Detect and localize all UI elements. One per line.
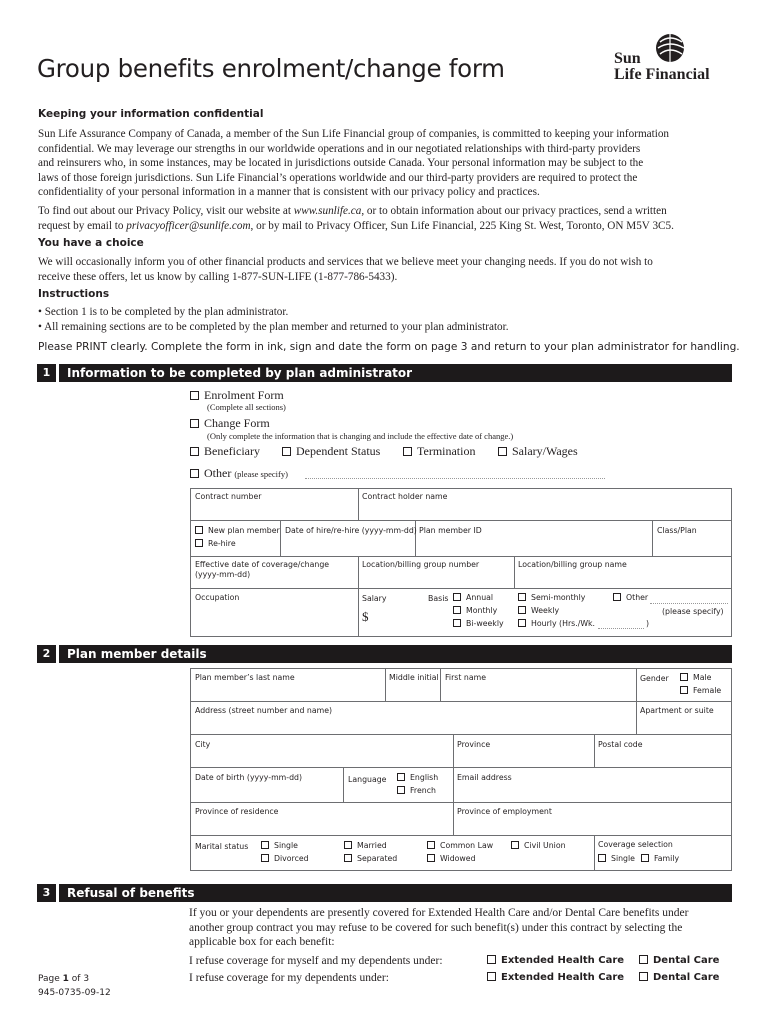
privacy-text: To find out about our Privacy Policy, visit our website at xyxy=(38,205,294,217)
french-label: French xyxy=(410,786,436,795)
other-note: (please specify) xyxy=(234,469,288,479)
salary-dollar-sign: $ xyxy=(362,609,369,624)
coverage-single-label: Single xyxy=(611,854,635,863)
location-billing-number-label: Location/billing group number xyxy=(362,560,480,569)
enrolment-form-checkbox[interactable] xyxy=(190,391,199,400)
confidential-line: laws of those foreign jurisdictions. Sun Life Financial’s operations worldwide and our third-party providers are required to protect the xyxy=(38,171,638,184)
form-number: 945-0735-09-12 xyxy=(38,988,111,998)
coverage-single-checkbox[interactable] xyxy=(598,854,606,862)
female-label: Female xyxy=(693,686,722,695)
form-title: Group benefits enrolment/change form xyxy=(37,54,505,83)
print-note: Please PRINT clearly. Complete the form in ink, sign and date the form on page 3 and return to your plan administrator for handling. xyxy=(38,341,740,353)
hourly-checkbox[interactable] xyxy=(518,619,526,627)
dob-label: Date of birth (yyyy-mm-dd) xyxy=(195,773,303,782)
female-checkbox[interactable] xyxy=(680,686,688,694)
refuse-dependents-ehc-label: Extended Health Care xyxy=(501,972,625,983)
civil-union-checkbox[interactable] xyxy=(511,841,519,849)
current-page: 1 xyxy=(62,974,69,984)
salary-label: Salary xyxy=(362,594,387,603)
date-of-hire-label: Date of hire/re-hire (yyyy-mm-dd) xyxy=(285,526,417,535)
location-billing-name-label: Location/billing group name xyxy=(518,560,627,569)
confidential-line: confidentiality of your personal information in a manner that is consistent with our privacy policy and practices. xyxy=(38,186,540,198)
other-basis-label: Other xyxy=(626,593,649,602)
refusal-paragraph xyxy=(189,906,688,950)
instructions-heading: Instructions xyxy=(38,288,110,300)
contract-holder-name-label: Contract holder name xyxy=(362,492,448,501)
logo-text-life-financial: Life Financial xyxy=(614,66,710,83)
instruction-item: • Section 1 is to be completed by the plan administrator. xyxy=(38,306,289,318)
common-law-label: Common Law xyxy=(440,841,494,850)
gender-label: Gender xyxy=(640,674,669,683)
instruction-item: • All remaining sections are to be completed by the plan member and returned to your plan administrator. xyxy=(38,320,509,333)
biweekly-label: Bi-weekly xyxy=(466,619,504,628)
rehire-checkbox[interactable] xyxy=(195,539,203,547)
coverage-family-checkbox[interactable] xyxy=(641,854,649,862)
basis-label: Basis xyxy=(428,594,449,603)
confidential-paragraph xyxy=(38,127,669,200)
marital-status-label: Marital status xyxy=(195,842,249,851)
annual-checkbox[interactable] xyxy=(453,593,461,601)
change-form-checkbox[interactable] xyxy=(190,419,199,428)
separated-label: Separated xyxy=(357,854,398,863)
refuse-self-dental-label: Dental Care xyxy=(653,955,720,966)
hours-per-week-line[interactable] xyxy=(598,628,644,629)
section-3-header xyxy=(37,884,732,902)
salary-wages-checkbox[interactable] xyxy=(498,447,507,456)
email-link[interactable]: privacyofficer@sunlife.com xyxy=(126,219,251,232)
salary-wages-label: Salary/Wages xyxy=(512,444,578,458)
single-checkbox[interactable] xyxy=(261,841,269,849)
married-label: Married xyxy=(357,841,387,850)
english-checkbox[interactable] xyxy=(397,773,405,781)
biweekly-checkbox[interactable] xyxy=(453,619,461,627)
termination-label: Termination xyxy=(417,444,476,458)
effective-date-label: Effective date of coverage/change xyxy=(195,560,330,569)
contract-number-label: Contract number xyxy=(195,492,262,501)
change-form-label: Change Form xyxy=(204,416,270,430)
widowed-label: Widowed xyxy=(440,854,476,863)
website-link[interactable]: www.sunlife.ca xyxy=(293,205,362,217)
first-name-label: First name xyxy=(445,673,486,682)
privacy-text: , or to obtain information about our privacy practices, send a written xyxy=(361,205,667,217)
occupation-label: Occupation xyxy=(195,593,240,602)
city-label: City xyxy=(195,740,211,749)
new-plan-member-checkbox[interactable] xyxy=(195,526,203,534)
confidential-line: and reinsurers who, in some instances, may be located in jurisdictions outside Canada. Your personal information may be subject to the xyxy=(38,157,644,169)
province-label: Province xyxy=(457,740,491,749)
last-name-label: Plan member’s last name xyxy=(195,673,295,682)
dependent-status-checkbox[interactable] xyxy=(282,447,291,456)
refuse-dependents-dental-label: Dental Care xyxy=(653,972,720,983)
annual-label: Annual xyxy=(466,593,494,602)
sun-logo-icon xyxy=(652,30,688,66)
province-employment-label: Province of employment xyxy=(457,807,552,816)
refusal-line: If you or your dependents are presently covered for Extended Health Care and/or Dental Care benefits under xyxy=(189,907,689,919)
email-label: Email address xyxy=(457,773,512,782)
hourly-close-paren: ) xyxy=(646,619,650,628)
widowed-checkbox[interactable] xyxy=(427,854,435,862)
male-label: Male xyxy=(693,673,712,682)
province-residence-label: Province of residence xyxy=(195,807,279,816)
other-basis-checkbox[interactable] xyxy=(613,593,621,601)
class-plan-label: Class/Plan xyxy=(657,526,697,535)
enrolment-note: (Complete all sections) xyxy=(207,402,286,412)
section-title: Information to be completed by plan administrator xyxy=(67,366,413,380)
beneficiary-label: Beneficiary xyxy=(204,444,260,458)
other-specify-line[interactable] xyxy=(305,478,605,479)
section-1-header xyxy=(37,364,732,382)
refuse-dependents-ehc-checkbox[interactable] xyxy=(487,972,496,981)
page-number xyxy=(38,974,89,984)
other-checkbox[interactable] xyxy=(190,469,199,478)
middle-initial-label: Middle initial xyxy=(389,673,439,682)
section-title: Plan member details xyxy=(67,647,207,661)
semimonthly-label: Semi-monthly xyxy=(531,593,586,602)
language-label: Language xyxy=(348,775,387,784)
common-law-checkbox[interactable] xyxy=(427,841,435,849)
choice-paragraph xyxy=(38,255,653,284)
weekly-checkbox[interactable] xyxy=(518,606,526,614)
address-label: Address (street number and name) xyxy=(195,706,333,715)
confidential-line: confidential. We may leverage our strengths in our worldwide operations and in our negotiated relationships with third-party providers xyxy=(38,142,641,155)
plan-member-id-label: Plan member ID xyxy=(419,526,482,535)
rehire-label: Re-hire xyxy=(208,539,236,548)
instructions-list xyxy=(38,305,509,334)
civil-union-label: Civil Union xyxy=(524,841,566,850)
refuse-dependents-dental-checkbox[interactable] xyxy=(639,972,648,981)
monthly-label: Monthly xyxy=(466,606,498,615)
change-note: (Only complete the information that is changing and include the effective date of change.) xyxy=(207,431,514,441)
separated-checkbox[interactable] xyxy=(344,854,352,862)
refusal-line: another group contract you may refuse to be covered for such benefit(s) under this contract by selecting the xyxy=(189,921,683,934)
refuse-self-ehc-label: Extended Health Care xyxy=(501,955,625,966)
confidential-line: Sun Life Assurance Company of Canada, a member of the Sun Life Financial group of companies, is committed to keeping your information xyxy=(38,128,670,140)
refuse-dependents-label: I refuse coverage for my dependents under: xyxy=(189,972,389,984)
apartment-label: Apartment or suite xyxy=(640,706,714,715)
single-label: Single xyxy=(274,841,298,850)
confidential-heading: Keeping your information confidential xyxy=(38,108,264,120)
monthly-checkbox[interactable] xyxy=(453,606,461,614)
married-checkbox[interactable] xyxy=(344,841,352,849)
section-number: 1 xyxy=(37,364,59,382)
beneficiary-checkbox[interactable] xyxy=(190,447,199,456)
refuse-self-ehc-checkbox[interactable] xyxy=(487,955,496,964)
weekly-label: Weekly xyxy=(531,606,560,615)
choice-line: receive these offers, let us know by calling 1-877-SUN-LIFE (1-877-786-5433). xyxy=(38,270,398,283)
choice-heading: You have a choice xyxy=(38,237,144,249)
coverage-family-label: Family xyxy=(654,854,680,863)
french-checkbox[interactable] xyxy=(397,786,405,794)
privacy-text: request by email to xyxy=(38,219,127,232)
divorced-label: Divorced xyxy=(274,854,309,863)
refusal-line: applicable box for each benefit: xyxy=(189,936,335,948)
section-number: 2 xyxy=(37,645,59,663)
logo-text-sun: Sun xyxy=(614,50,641,67)
section-2-header xyxy=(37,645,732,663)
sun-life-logo xyxy=(614,30,736,86)
please-specify-label: (please specify) xyxy=(662,607,724,616)
postal-code-label: Postal code xyxy=(598,740,643,749)
privacy-paragraph xyxy=(38,204,674,233)
page-text: of 3 xyxy=(68,974,90,984)
effective-date-format: (yyyy-mm-dd) xyxy=(195,570,251,579)
page-text: Page xyxy=(38,974,63,984)
section-title: Refusal of benefits xyxy=(67,886,195,900)
refuse-self-dental-checkbox[interactable] xyxy=(639,955,648,964)
choice-line: We will occasionally inform you of other financial products and services that we believe meet your changing needs. If you do not wish to xyxy=(38,256,653,268)
dependent-status-label: Dependent Status xyxy=(296,444,381,458)
section-number: 3 xyxy=(37,884,59,902)
english-label: English xyxy=(410,773,439,782)
hourly-label: Hourly (Hrs./Wk. xyxy=(531,619,596,628)
male-checkbox[interactable] xyxy=(680,673,688,681)
new-plan-member-label: New plan member xyxy=(208,526,280,535)
privacy-text: , or by mail to Privacy Officer, Sun Life Financial, 225 King St. West, Toronto, ON M5V 3C5. xyxy=(250,219,674,232)
termination-checkbox[interactable] xyxy=(403,447,412,456)
semimonthly-checkbox[interactable] xyxy=(518,593,526,601)
other-basis-line[interactable] xyxy=(650,603,728,604)
other-label: Other xyxy=(204,466,232,480)
enrolment-form-label: Enrolment Form xyxy=(204,388,284,402)
refuse-self-label: I refuse coverage for myself and my dependents under: xyxy=(189,955,443,967)
divorced-checkbox[interactable] xyxy=(261,854,269,862)
coverage-selection-label: Coverage selection xyxy=(598,840,673,849)
